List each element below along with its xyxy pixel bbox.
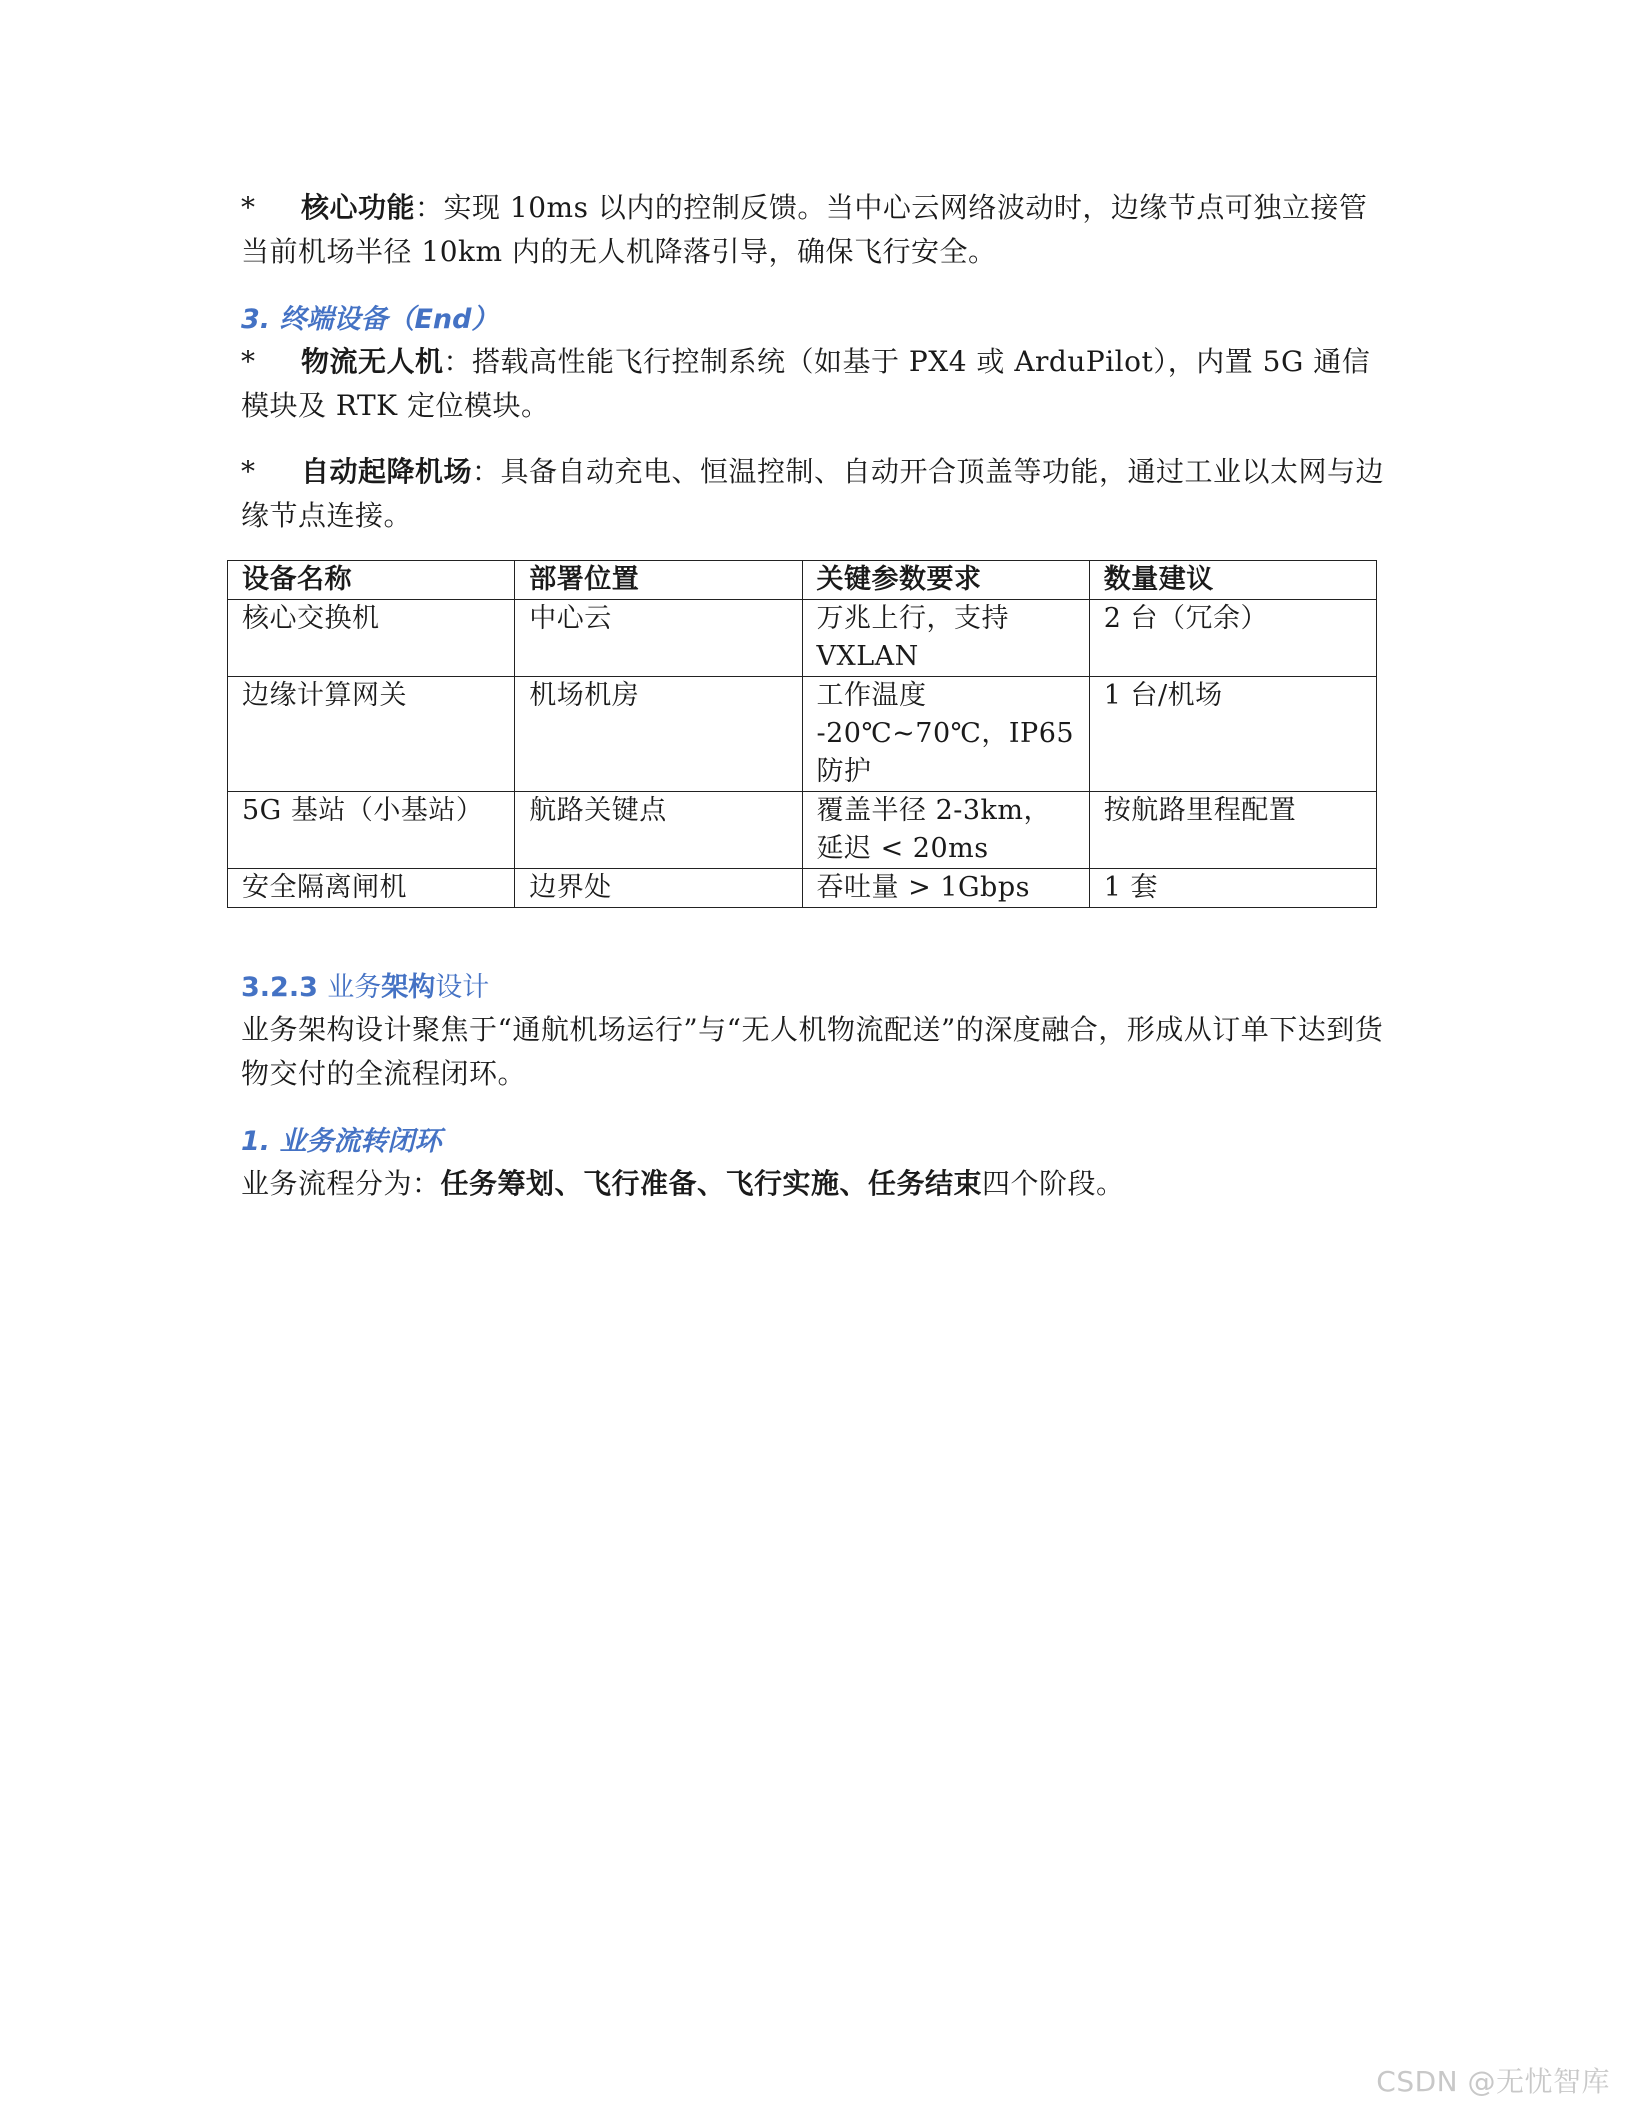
flow-lead: 业务流程分为： bbox=[241, 1167, 441, 1200]
table-header-cell: 部署位置 bbox=[515, 561, 802, 600]
table-cell: 万兆上行，支持 VXLAN bbox=[802, 600, 1089, 677]
watermark: CSDN @无忧智库 bbox=[1376, 2065, 1610, 2098]
table-row bbox=[228, 600, 1377, 677]
table-cell: 核心交换机 bbox=[228, 600, 515, 677]
table-cell: 2 台（冗余） bbox=[1089, 600, 1376, 677]
business-flow-paragraph bbox=[241, 1162, 1386, 1206]
bullet-text: 搭载高性能飞行控制系统（如基于 PX4 或 ArduPilot），内置 5G 通信模块及 RTK 定位模块。 bbox=[241, 345, 1371, 422]
bullet-mark: * bbox=[241, 191, 256, 224]
section-heading-business-loop: 1. 业务流转闭环 bbox=[241, 1126, 442, 1157]
bullet-sep: ： bbox=[443, 345, 473, 378]
bullet-label: 核心功能 bbox=[301, 191, 416, 224]
table-header-cell: 数量建议 bbox=[1089, 561, 1376, 600]
table-cell: 安全隔离闸机 bbox=[228, 869, 515, 908]
section-title-part: 架构 bbox=[381, 972, 436, 1003]
bullet-sep: ： bbox=[415, 191, 444, 224]
table-cell: 1 套 bbox=[1089, 869, 1376, 908]
flow-tail: 四个阶段。 bbox=[982, 1167, 1125, 1200]
document-content bbox=[241, 186, 1386, 1206]
bullet-logistics-drone bbox=[241, 340, 1386, 428]
bullet-mark: * bbox=[241, 455, 256, 488]
table-cell: 吞吐量 > 1Gbps bbox=[802, 869, 1089, 908]
flow-stages: 任务筹划、飞行准备、飞行实施、任务结束 bbox=[440, 1167, 983, 1200]
table-row bbox=[228, 869, 1377, 908]
bullet-mark: * bbox=[241, 345, 256, 378]
table-cell: 覆盖半径 2-3km，延迟 < 20ms bbox=[802, 792, 1089, 869]
table-cell: 按航路里程配置 bbox=[1089, 792, 1376, 869]
table-cell: 5G 基站（小基站） bbox=[228, 792, 515, 869]
equipment-table bbox=[227, 560, 1377, 908]
table-cell: 机场机房 bbox=[515, 677, 802, 792]
bullet-label: 自动起降机场 bbox=[301, 455, 473, 488]
section-heading-terminal-devices: 3. 终端设备（End） bbox=[241, 304, 499, 335]
table-row bbox=[228, 792, 1377, 869]
bullet-text: 具备自动充电、恒温控制、自动开合顶盖等功能，通过工业以太网与边缘节点连接。 bbox=[241, 455, 1385, 532]
section-title-part: 业务 bbox=[327, 972, 382, 1003]
table-row bbox=[228, 677, 1377, 792]
bullet-auto-airport bbox=[241, 450, 1386, 538]
table-cell: 边界处 bbox=[515, 869, 802, 908]
table-cell: 航路关键点 bbox=[515, 792, 802, 869]
bullet-text: 实现 10ms 以内的控制反馈。当中心云网络波动时，边缘节点可独立接管当前机场半径 10km 内的无人机降落引导，确保飞行安全。 bbox=[241, 191, 1368, 268]
bullet-core-function bbox=[241, 186, 1386, 274]
table-cell: 1 台/机场 bbox=[1089, 677, 1376, 792]
table-cell: 工作温度 -20℃~70℃，IP65 防护 bbox=[802, 677, 1089, 792]
bullet-sep: ： bbox=[472, 455, 501, 488]
business-architecture-paragraph: 业务架构设计聚焦于“通航机场运行”与“无人机物流配送”的深度融合，形成从订单下达到货物交付的全流程闭环。 bbox=[241, 1013, 1384, 1090]
table-header-row bbox=[228, 561, 1377, 600]
table-header-cell: 关键参数要求 bbox=[802, 561, 1089, 600]
table-header-cell: 设备名称 bbox=[228, 561, 515, 600]
table-cell: 边缘计算网关 bbox=[228, 677, 515, 792]
section-title-part: 设计 bbox=[435, 972, 490, 1003]
bullet-label: 物流无人机 bbox=[301, 345, 444, 378]
section-number: 3.2.3 bbox=[241, 972, 318, 1003]
section-heading-business-architecture bbox=[241, 968, 1386, 1008]
table-cell: 中心云 bbox=[515, 600, 802, 677]
